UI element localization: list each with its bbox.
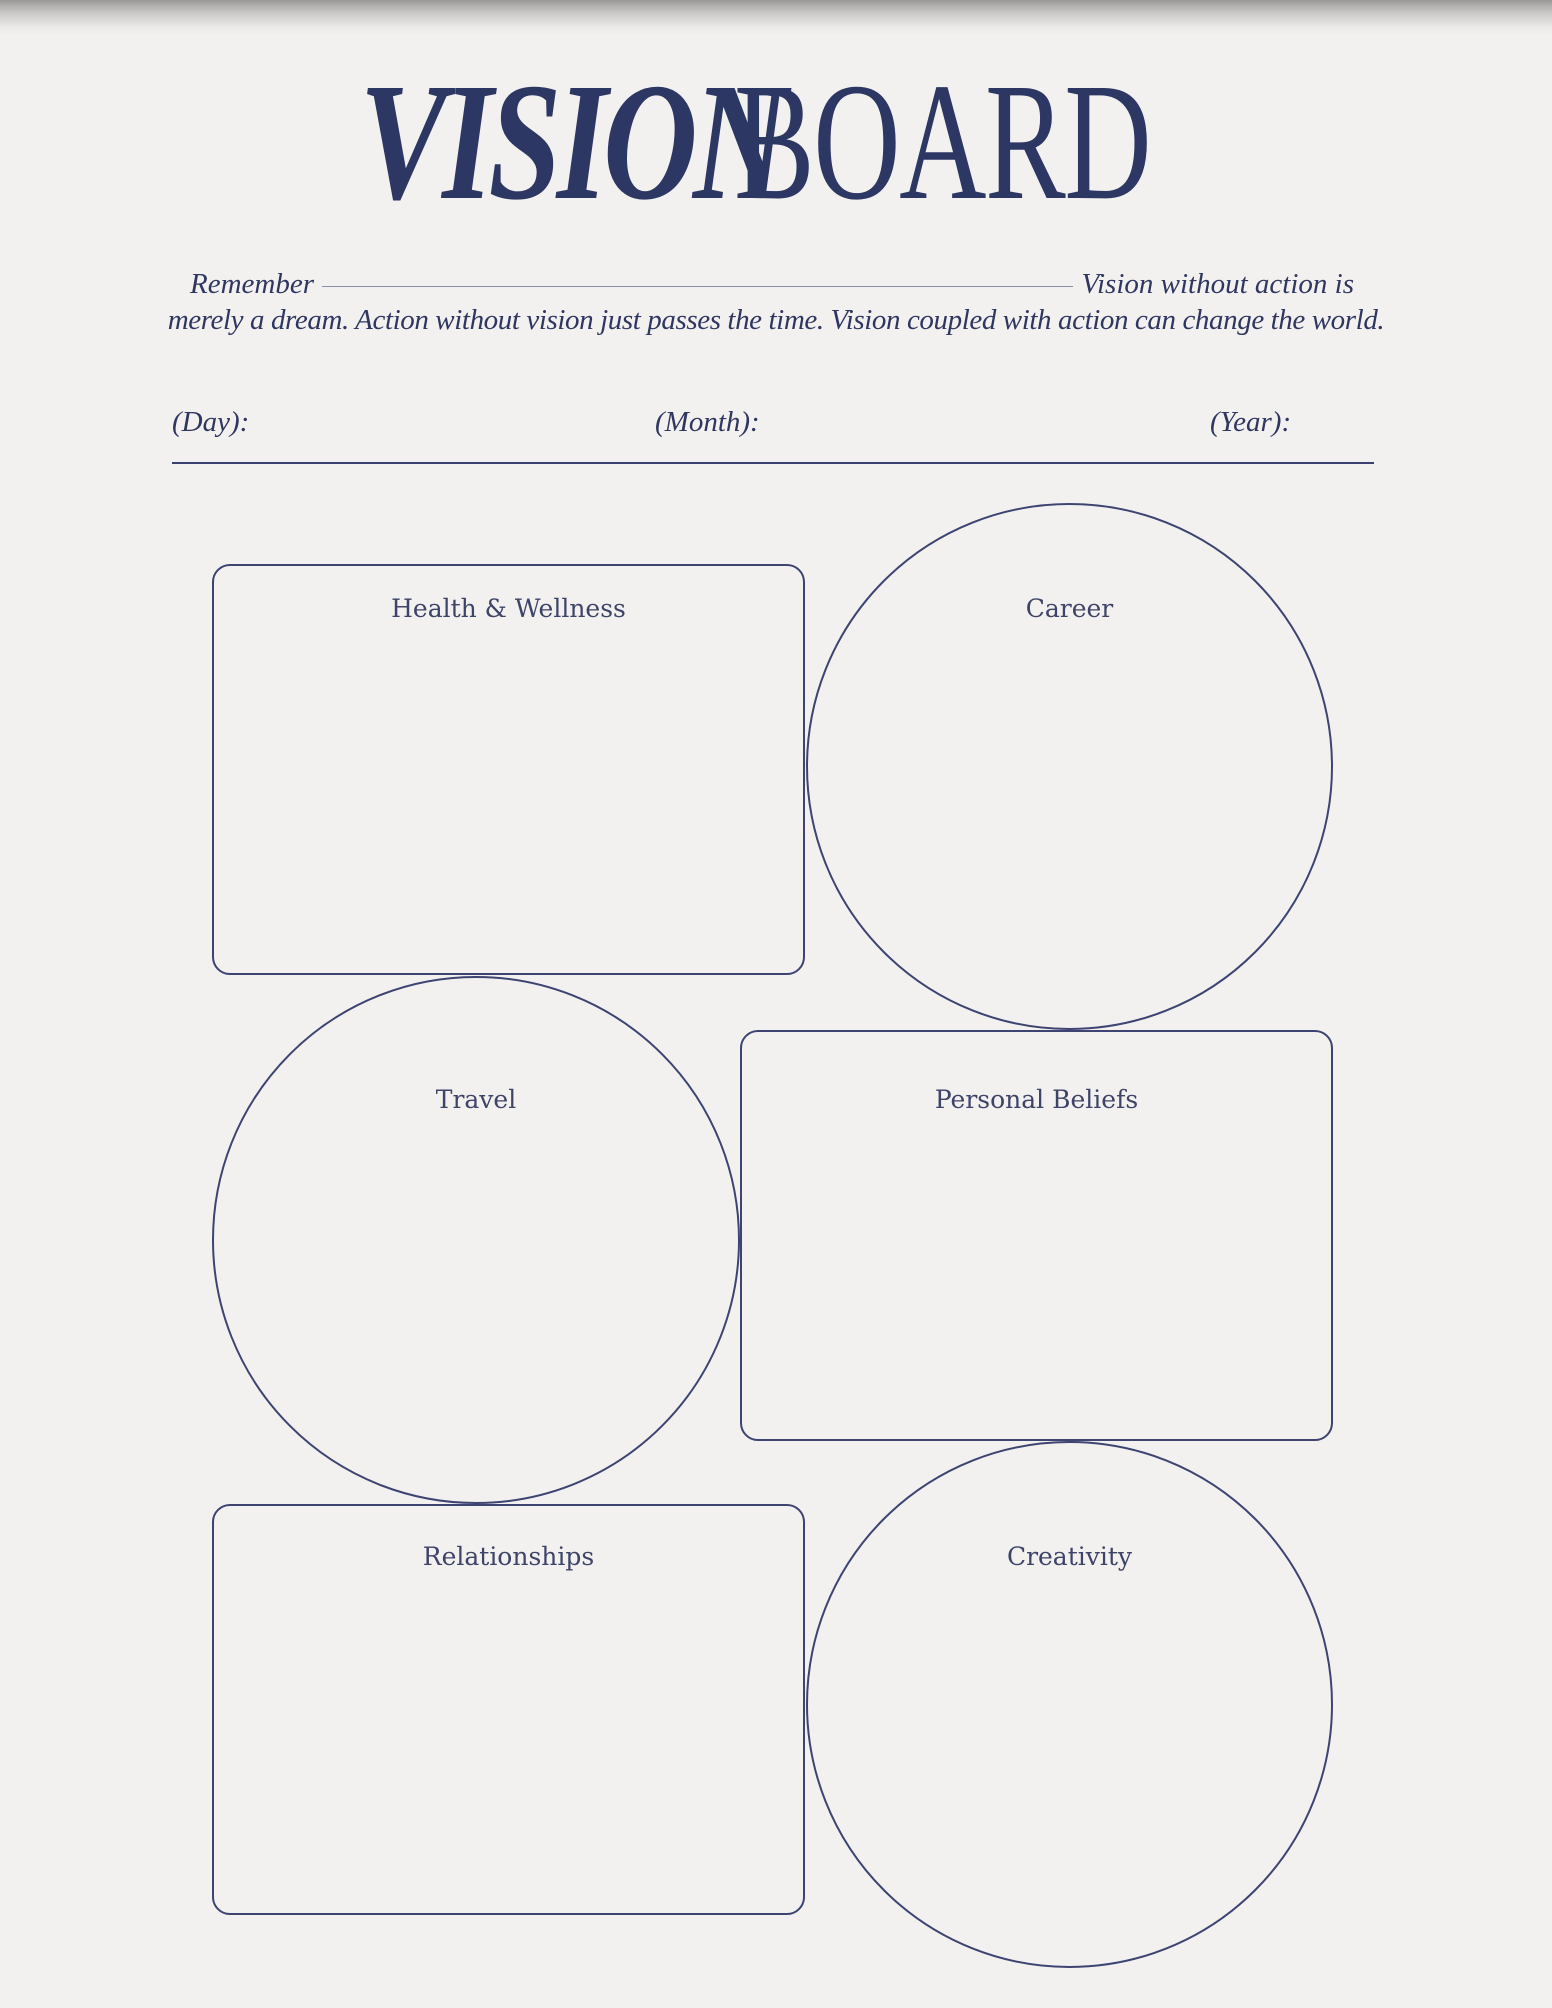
health-wellness-box[interactable] <box>212 564 805 975</box>
page-top-shadow <box>0 0 1552 36</box>
quote-remember: Remember <box>190 267 315 300</box>
personal-beliefs-box[interactable] <box>740 1030 1333 1441</box>
creativity-circle[interactable] <box>806 1441 1333 1968</box>
career-circle[interactable] <box>806 503 1333 1030</box>
day-field-label[interactable]: (Day): <box>172 406 250 438</box>
quote-line1-end: Vision without action is <box>1081 267 1354 300</box>
travel-label: Travel <box>435 1085 517 1114</box>
title-board: BOARD <box>734 49 1151 235</box>
quote-fill-line[interactable] <box>322 286 1073 287</box>
title-vision: VISION <box>358 49 783 235</box>
date-underline <box>172 462 1374 464</box>
month-field-label[interactable]: (Month): <box>655 406 760 438</box>
quote-first-line <box>190 262 1354 306</box>
relationships-box[interactable] <box>212 1504 805 1915</box>
career-label: Career <box>1025 594 1114 623</box>
relationships-label: Relationships <box>422 1542 595 1571</box>
year-field-label[interactable]: (Year): <box>1210 406 1292 438</box>
travel-circle[interactable] <box>212 976 740 1504</box>
quote-second-line: merely a dream. Action without vision just passes the time. Vision coupled with action can change the world. <box>167 304 1385 336</box>
health-wellness-label: Health & Wellness <box>391 594 626 623</box>
page-title <box>0 49 1552 235</box>
creativity-label: Creativity <box>1006 1542 1133 1571</box>
personal-beliefs-label: Personal Beliefs <box>934 1085 1139 1114</box>
